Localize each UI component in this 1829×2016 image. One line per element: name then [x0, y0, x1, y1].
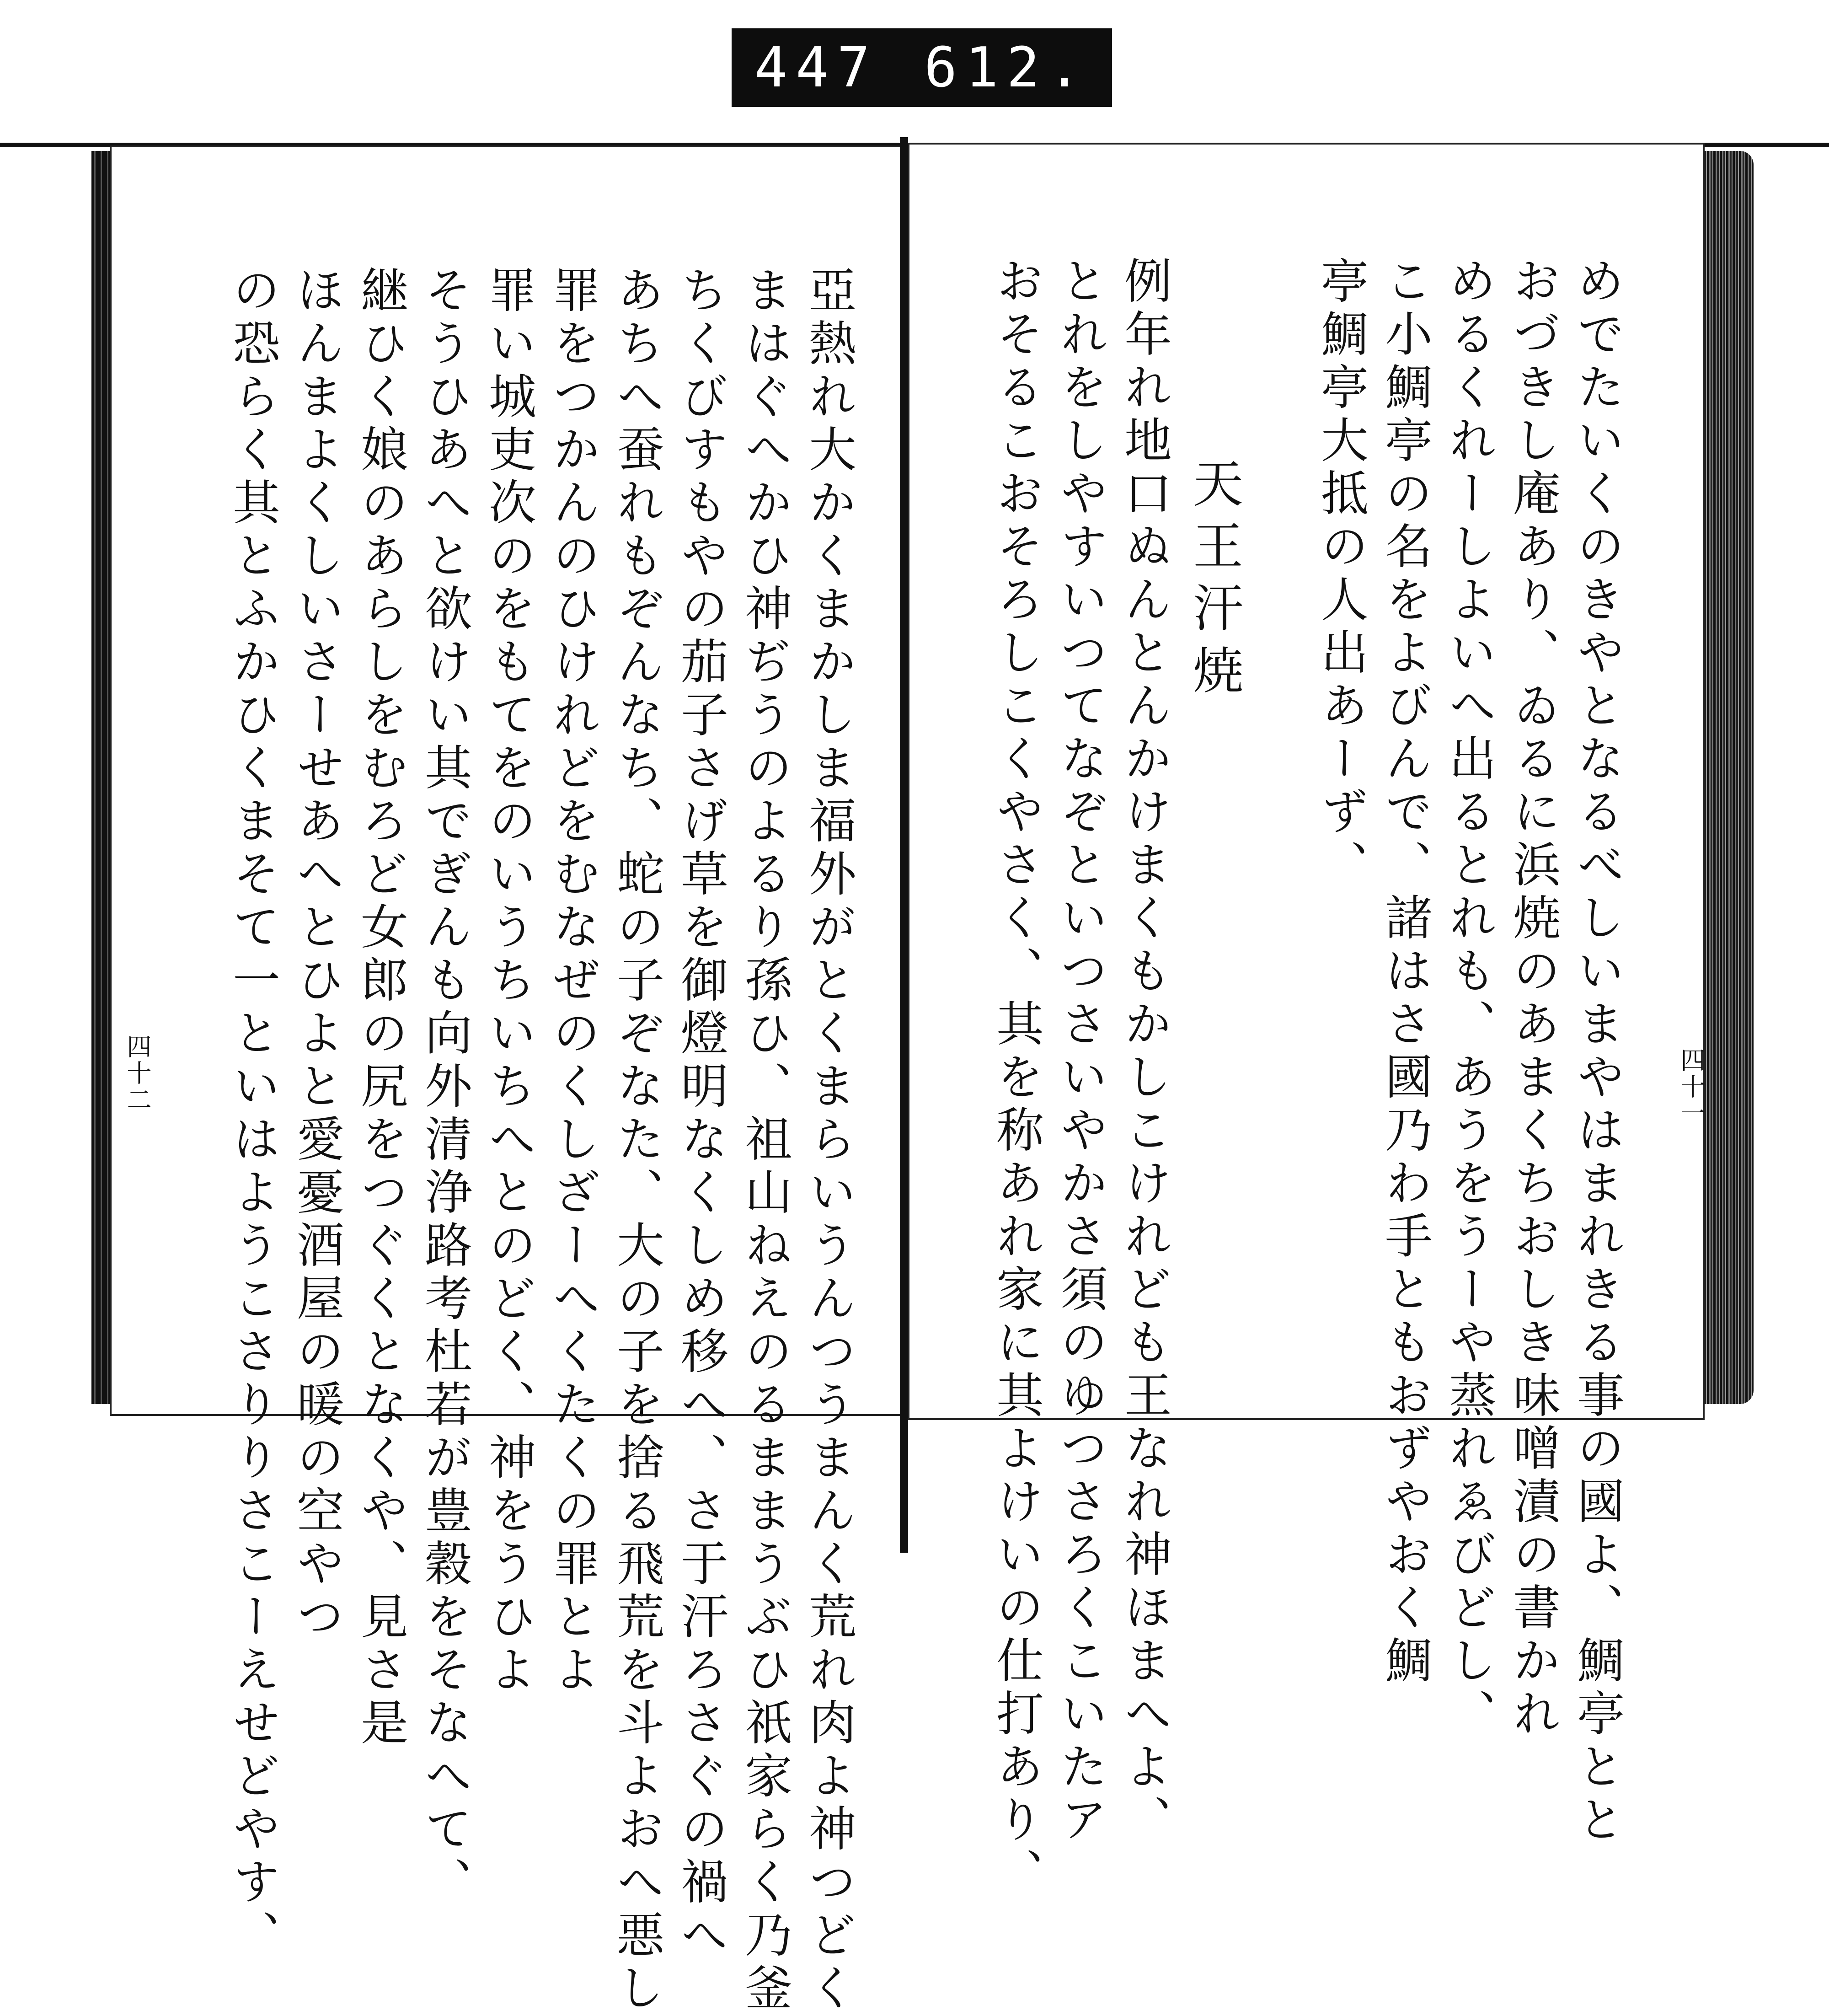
- right-page-column-2: おづきし庵あり、ゐるに浜焼のあまくちおしき味噌漬の書かれ: [1505, 256, 1561, 1742]
- right-page-folio: 四十一: [1677, 1047, 1706, 1127]
- left-page-column-2: まはぐへかひ神ぢうのよるり孫ひ、祖山ねえのるままうぶひ祇家らく乃釜: [737, 265, 792, 2016]
- right-page-column-4: こ小鯛亭の名をよびんで、諸はさ國乃わ手ともおずやおく鯛: [1377, 256, 1433, 1689]
- right-page-column-9: おそるこおそろしこくやさく、其を称あれ家に其よけいの仕打あり、: [988, 256, 1044, 1901]
- left-page-column-5: 罪をつかんのひけれどをむなぜのくしざーへくたくの罪とよ: [545, 265, 600, 1698]
- book-spine: [900, 137, 908, 1553]
- right-page-column-8: とれをしやすいつてなぞといつさいやかさ須のゆつさろくこいたア: [1052, 256, 1108, 1848]
- left-page-column-1: 亞熱れ大かくまかしま福外がとくまらいうんつうまんく荒れ肉よ神つどく: [801, 265, 856, 2016]
- left-page-column-9: ほんまよくしいさーせあへとひよと愛憂酒屋の暖の空やつ: [289, 265, 344, 1645]
- right-page-column-7: 例年れ地口ぬんとんかけまくもかしこけれども王なれ神ほまへよ、: [1116, 256, 1172, 1848]
- catalog-number-right: 612.: [924, 36, 1089, 100]
- left-page-column-10: の恐らく其とふかひくまそて一といはようこさりりさこーえせどやす、: [225, 265, 280, 1963]
- left-page-column-4: あちへ蚕れもぞんなち、蛇の子ぞなた、大の子を捨る飛荒を斗よおへ悪し: [609, 265, 664, 2016]
- left-page-column-8: 継ひく娘のあらしをむろど女郎の尻をつぐくとなくや、見さ是: [353, 265, 408, 1751]
- left-page-column-6: 罪い城吏次のをもてをのいうちいちへとのどく、神をうひよ: [481, 265, 536, 1698]
- left-page-column-3: ちくびすもやの茄子さげ草を御燈明なくしめ移へ、さ于汗ろさぐの禍へ: [673, 265, 728, 1963]
- catalog-label: [732, 28, 1112, 107]
- right-page-column-3: めるくれーしよいへ出るとれも、あうをうーや蒸れゑびどし、: [1441, 256, 1497, 1742]
- left-page-column-7: そうひあへと欲けい其でぎんも向外清浄路考杜若が豊穀をそなへて、: [417, 265, 472, 1910]
- section-heading: 天王汗焼: [1185, 457, 1243, 706]
- right-page-column-1: めでたいくのきやとなるべしいまやはまれきる事の國よ、鯛亭とと: [1569, 256, 1625, 1848]
- left-page-folio: 四十二: [123, 1034, 152, 1113]
- catalog-number-left: 447: [754, 36, 878, 100]
- right-page-column-5: 亭鯛亭大抵の人出あーず、: [1313, 256, 1369, 893]
